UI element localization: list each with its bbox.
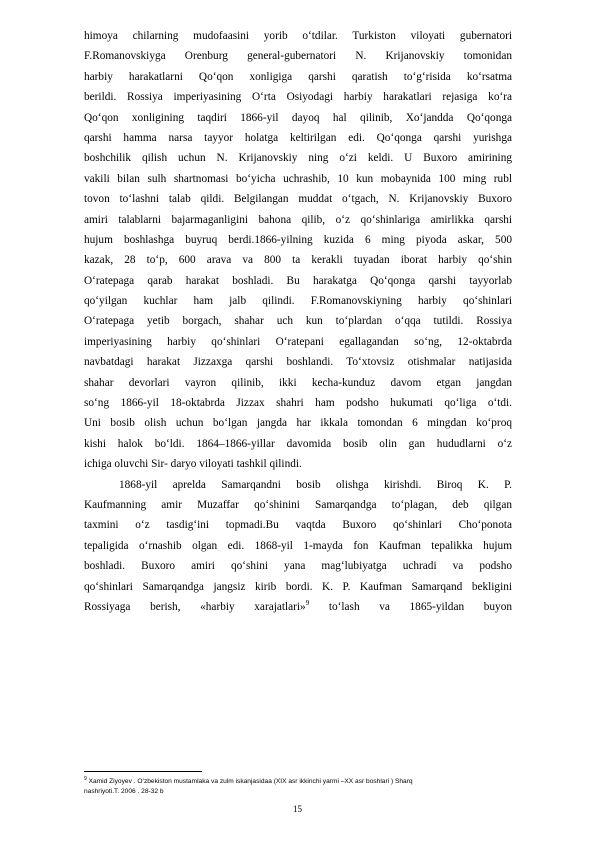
line-text-after-ref: to‘lash va 1865-yildan buyon (309, 600, 512, 613)
body-line: boshladi. Buxoro amiri qo‘shini yana mag‘lubiyatga uchradi va podsho (84, 560, 512, 573)
body-line: Kaufmanning amir Muzaffar qo‘shinini Samarqandga to‘plagan, deb qilgan (84, 498, 512, 511)
body-line: Uni bosib olish uchun bo‘lgan jangda har ikkala tomondan 6 mingdan ko‘proq (84, 417, 512, 430)
paragraph-2 (84, 475, 512, 597)
body-line: kazak, 28 to‘p, 600 arava va 800 ta kerakli tuyadan iborat harbiy qo‘shin (84, 254, 512, 267)
body-line: kishi halok bo‘ldi. 1864–1866-yillar davomida bosib olin gan hududlarni o‘z (84, 437, 512, 450)
body-line: 1868-yil aprelda Samarqandni bosib olishga kirishdi. Biroq K. P. (119, 478, 512, 491)
body-line: amiri talablarni bajarmaganligini bahona qilib, o‘z qo‘shinlariga amirlikka qarshi (84, 213, 512, 226)
page-number: 15 (293, 804, 302, 814)
footnote (84, 774, 524, 798)
body-line: navbatdagi harakat Jizzaxga qarshi boshlandi. To‘xtovsiz otishmalar natijasida (84, 356, 512, 369)
body-line: boshchilik qilish uchun N. Krijanovskiy ning o‘zi keldi. U Buxoro amirining (84, 152, 512, 165)
line-text-before-ref: Rossiyaga berish, «harbiy xarajatlari» (84, 600, 306, 613)
body-line: shahar devorlari vayron qilinib, ikki kecha-kunduz davom etgan jangdan (84, 376, 512, 389)
page-body (84, 26, 512, 617)
footnote-separator (84, 771, 202, 772)
body-line: vakili bilan sulh shartnomasi bo‘yicha uchrashib, 10 kun mobaynida 100 ming rubl (84, 172, 512, 185)
body-line: qarshi hamma narsa tayyor holatga keltirilgan edi. Qo‘qonga qarshi yurishga (84, 131, 512, 144)
body-line: Qo‘qon xonligining taqdiri 1866-yil dayoq hal qilinib, Xo‘jandda Qo‘qonga (84, 111, 512, 124)
body-line: qo‘shinlari Samarqandga jangsiz kirib bordi. K. P. Kaufman Samarqand bekligini (84, 580, 512, 593)
body-line: tovon to‘lashni talab qildi. Belgilangan muddat o‘tgach, N. Krijanovskiy Buxoro (84, 193, 512, 206)
footnote-line-1: Xamid Ziyoyev . O‘zbekiston mustamlaka va zulm iskanjasidaa (XIX asr ikkinchi yarmi –XX asr boshlari ) Sharq (88, 778, 413, 786)
body-line: taxmini o‘z tasdig‘ini topmadi.Bu vaqtda Buxoro qo‘shinlari Cho‘ponota (84, 519, 512, 532)
body-line: O‘ratepaga qarab harakat boshladi. Bu harakatga Qo‘qonga qarshi tayyorlab (84, 274, 512, 287)
body-line: tepaligida o‘rnashib olgan edi. 1868-yil 1-mayda fon Kaufman tepalikka hujum (84, 539, 512, 552)
body-line: himoya chilarning mudofaasini yorib o‘tdilar. Turkiston viloyati gubernatori (84, 30, 512, 42)
body-line: so‘ng 1866-yil 18-oktabrda Jizzax shahri ham podsho hukumati qo‘liga o‘tdi. (84, 397, 512, 410)
body-line: imperiyasining harbiy qo‘shinlari O‘ratepani egallagandan so‘ng, 12-oktabrda (84, 335, 512, 348)
body-line: O‘ratepaga yetib borgach, shahar uch kun to‘plardan o‘qqa tutildi. Rossiya (84, 315, 512, 328)
paragraph-1 (84, 26, 512, 475)
body-line: berildi. Rossiya imperiyasining O‘rta Osiyodagi harbiy harakatlari rejasiga ko‘ra (84, 91, 512, 104)
body-line: qo‘yilgan kuchlar ham jalb qilindi. F.Romanovskiyning harbiy qo‘shinlari (84, 295, 512, 308)
footnote-line-2: nashriyoti.T. 2006 . 28-32 b (84, 788, 164, 796)
body-line: hujum boshlashga buyruq berdi.1866-yilning kuzida 6 ming piyoda askar, 500 (84, 233, 512, 246)
body-line: F.Romanovskiyga Orenburg general-gubernatori N. Krijanovskiy tomonidan (84, 50, 512, 63)
body-line: ichiga oluvchi Sir- daryo viloyati tashkil qilindi. (84, 458, 302, 471)
footnote-number: 9 (84, 776, 87, 782)
body-line: harbiy harakatlarni Qo‘qon xonligiga qarshi qaratish to‘g‘risida ko‘rsatma (84, 70, 512, 83)
body-line-with-footnote-ref (84, 597, 512, 617)
footnote-reference[interactable]: 9 (305, 599, 310, 608)
